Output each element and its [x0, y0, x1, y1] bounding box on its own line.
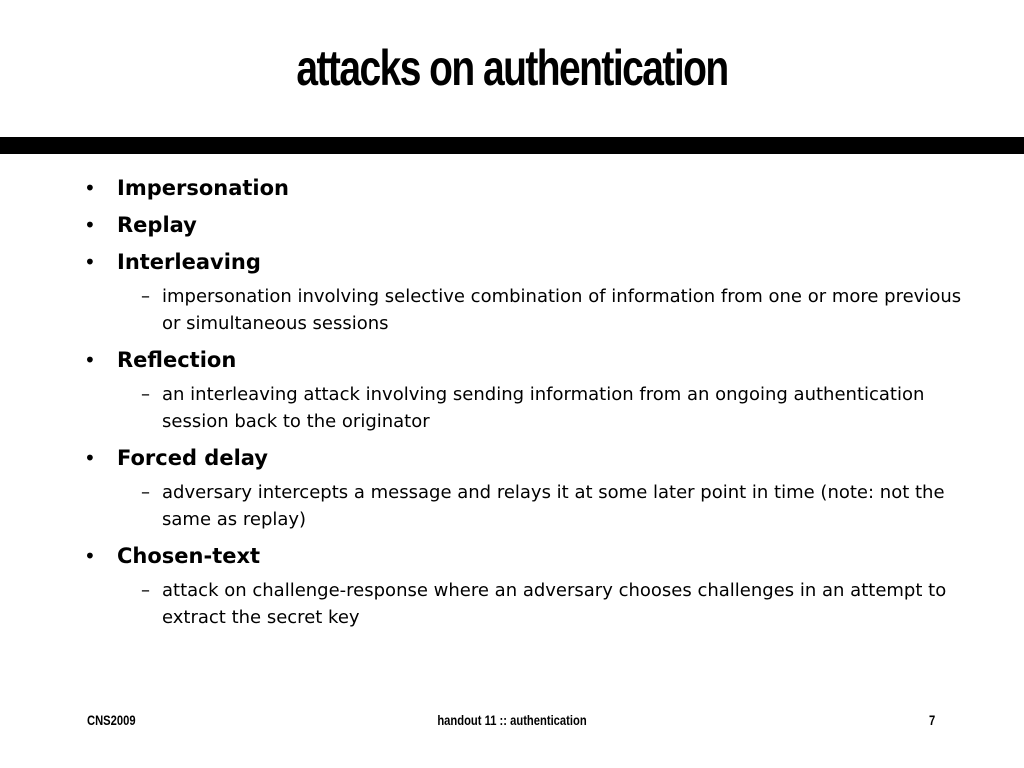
dash-marker: – [141, 286, 150, 307]
sub-item-interleaving [78, 283, 968, 337]
bullet-marker: • [84, 348, 96, 372]
bullet-marker: • [84, 446, 96, 470]
bullet-marker: • [84, 250, 96, 274]
bullet-item-impersonation [78, 174, 968, 203]
sub-item-text: impersonation involving selective combination of information from one or more previous or simultaneous sessions [162, 286, 962, 334]
bullet-label: Forced delay [117, 446, 268, 470]
bullet-marker: • [84, 176, 96, 200]
sub-item-text: attack on challenge-response where an adversary chooses challenges in an attempt to extract the secret key [162, 580, 947, 628]
bullet-label: Chosen-text [117, 544, 261, 568]
bullet-label: Reflection [117, 348, 237, 372]
sub-item-text: an interleaving attack involving sending information from an ongoing authentication session back to the originator [162, 384, 925, 432]
sub-item-chosen-text [78, 577, 968, 631]
bullet-item-reflection [78, 346, 968, 375]
bullet-item-replay [78, 211, 968, 240]
footer-handout-title: handout 11 :: authentication [437, 712, 587, 728]
bullet-item-forced-delay [78, 444, 968, 473]
sub-item-text: adversary intercepts a message and relays it at some later point in time (note: not the same as replay) [162, 482, 945, 530]
bullet-item-interleaving [78, 248, 968, 277]
dash-marker: – [141, 482, 150, 503]
dash-marker: – [141, 580, 150, 601]
bullet-list [78, 174, 968, 640]
bullet-item-chosen-text [78, 542, 968, 571]
sub-item-reflection [78, 381, 968, 435]
bullet-label: Impersonation [117, 176, 289, 200]
dash-marker: – [141, 384, 150, 405]
slide-title: attacks on authentication [296, 40, 728, 96]
sub-item-forced-delay [78, 479, 968, 533]
bullet-label: Replay [117, 213, 197, 237]
bullet-marker: • [84, 544, 96, 568]
title-divider [0, 137, 1024, 154]
footer-course: CNS2009 [87, 712, 136, 728]
footer-page-number: 7 [929, 712, 936, 728]
bullet-marker: • [84, 213, 96, 237]
bullet-label: Interleaving [117, 250, 261, 274]
